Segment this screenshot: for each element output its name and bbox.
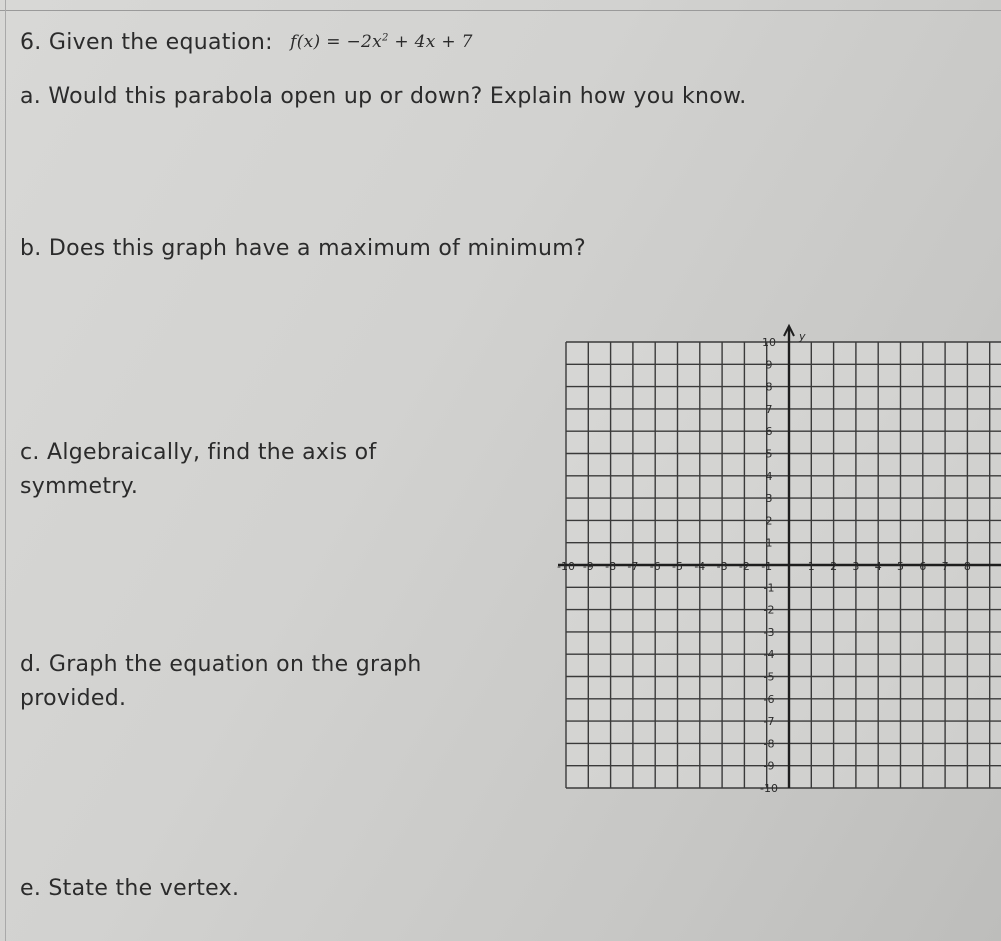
x-tick-label: -8 (605, 560, 617, 573)
part-d-question: d. Graph the equation on the graph provided. (20, 652, 422, 711)
y-tick-label: 8 (765, 380, 773, 394)
x-tick-label: 2 (830, 560, 838, 573)
x-tick-label: -10 (557, 560, 575, 573)
x-tick-label: -9 (582, 560, 594, 573)
equation-exponent: 2 (382, 32, 389, 44)
y-tick-label: 7 (765, 402, 773, 416)
equation-equals: = (326, 32, 341, 52)
equation-function: f(x) (290, 32, 321, 52)
x-tick-label: 8 (963, 560, 971, 573)
x-tick-label: -5 (672, 560, 683, 573)
y-tick-label: -10 (760, 782, 778, 795)
y-tick-label: 9 (765, 358, 773, 372)
x-tick-label: 7 (941, 560, 949, 573)
y-tick-label: -8 (763, 737, 775, 751)
y-tick-label: 10 (762, 336, 776, 349)
y-tick-label: -5 (763, 670, 775, 684)
y-tick-label: 1 (765, 536, 773, 550)
part-a-question: a. Would this parabola open up or down? Explain how you know. (20, 84, 747, 109)
equation-terms-rest: + 4x + 7 (388, 32, 473, 52)
x-tick-label: -4 (694, 560, 706, 573)
x-tick-label: 1 (807, 560, 815, 573)
x-tick-label: -7 (627, 560, 639, 573)
y-tick-label: -7 (763, 715, 775, 729)
y-tick-label: -2 (763, 603, 775, 617)
question-title: 6. Given the equation: (20, 30, 273, 55)
y-tick-label: -9 (763, 759, 775, 773)
y-tick-label: -1 (763, 581, 775, 595)
y-tick-label: 4 (765, 469, 773, 483)
y-tick-label: 5 (765, 447, 773, 461)
y-tick-label: -6 (763, 692, 775, 706)
x-tick-label: -2 (738, 560, 750, 573)
part-c-question: c. Algebraically, find the axis of symmetry. (20, 440, 377, 499)
equation-term-1: −2x (346, 32, 383, 52)
y-tick-label: 6 (765, 425, 773, 439)
y-tick-label: 3 (765, 492, 773, 506)
x-tick-label: 5 (897, 560, 904, 573)
x-tick-label: -3 (716, 560, 728, 573)
x-tick-label: 6 (919, 560, 927, 573)
x-tick-label: 4 (874, 560, 882, 573)
y-tick-label: 2 (765, 514, 773, 528)
part-b-question: b. Does this graph have a maximum of minimum? (20, 236, 586, 261)
y-tick-label: -3 (763, 625, 775, 639)
part-e-question: e. State the vertex. (20, 876, 240, 901)
y-tick-label: -4 (763, 648, 775, 662)
x-tick-label: -1 (761, 560, 773, 573)
x-tick-label: -6 (649, 560, 661, 573)
y-axis-label: y (799, 330, 806, 343)
x-tick-label: 3 (852, 560, 860, 573)
